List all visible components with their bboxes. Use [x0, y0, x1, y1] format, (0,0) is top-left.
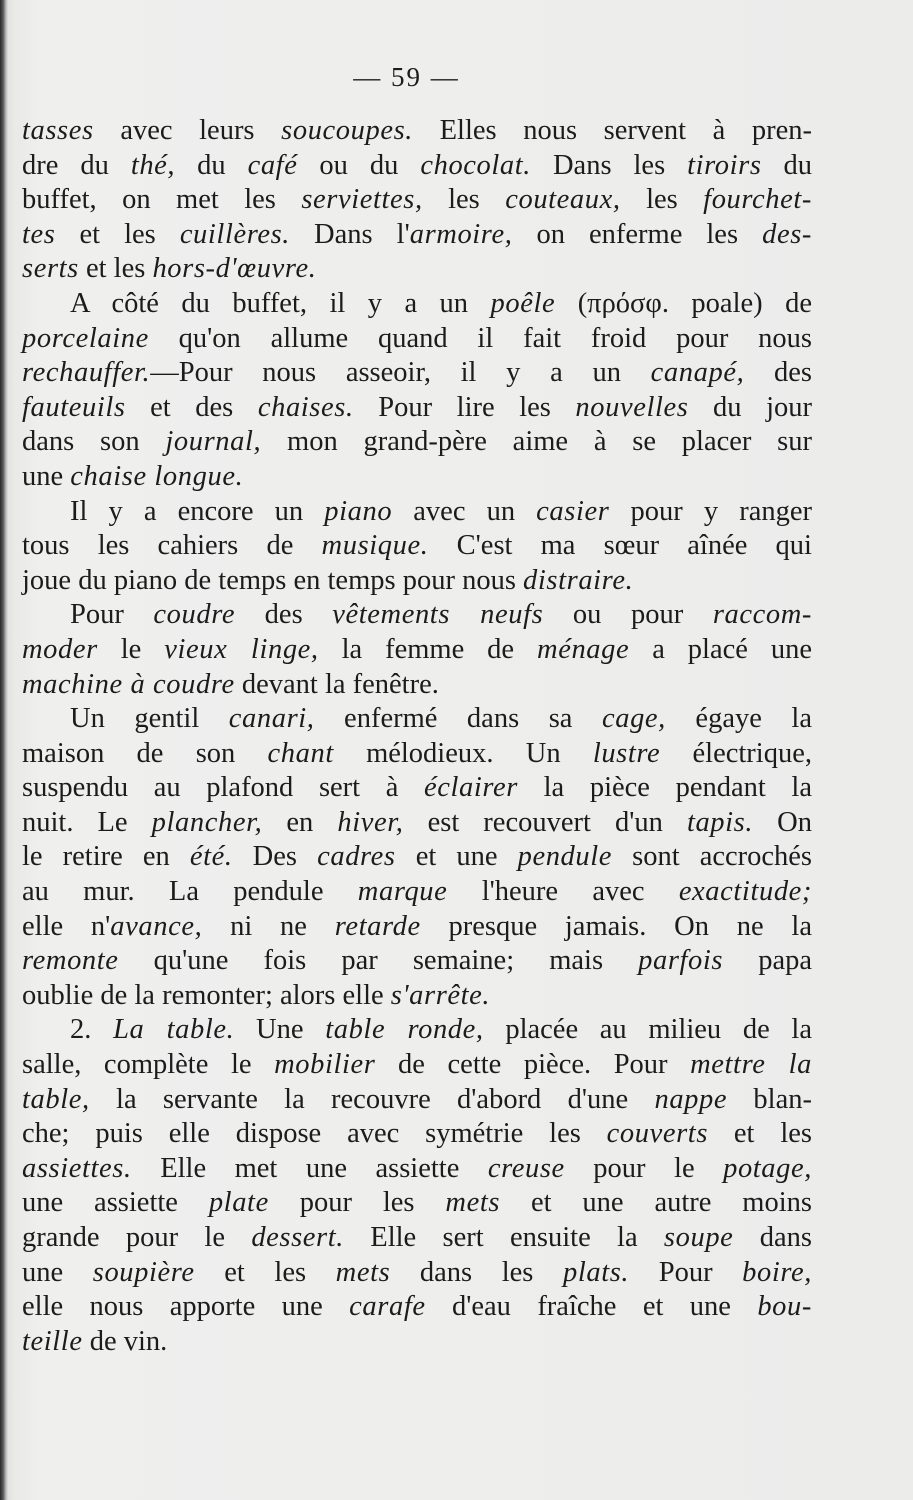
text-line: Un gentil canari, enfermé dans sa cage, égaye la	[70, 703, 812, 735]
text-line: une assiette plate pour les mets et une autre moins	[22, 1187, 812, 1219]
text-line: machine à coudre devant la fenêtre.	[22, 668, 439, 700]
text-line: grande pour le dessert. Elle sert ensuite la soupe dans	[22, 1222, 812, 1253]
text-line: buffet, on met les serviettes, les couteaux, les fourchet-	[22, 184, 812, 216]
text-line: dre du thé, du café ou du chocolat. Dans les tiroirs du	[22, 149, 813, 181]
text-line: elle nous apporte une carafe d'eau fraîche et une bou-	[22, 1291, 812, 1323]
text-line: une soupière et les mets dans les plats. Pour boire,	[22, 1256, 812, 1288]
text-line: une chaise longue.	[22, 460, 244, 492]
text-line: porcelaine qu'on allume quand il fait froid pour nous	[22, 322, 812, 354]
text-line: tous les cahiers de musique. C'est ma sœur aînée qui	[22, 530, 812, 562]
text-line: Pour coudre des vêtements neufs ou pour raccom-	[70, 599, 812, 631]
text-line: maison de son chant mélodieux. Un lustre électrique,	[22, 737, 812, 769]
text-line: rechauffer.—Pour nous asseoir, il y a un canapé, des	[22, 357, 812, 389]
text-line: le retire en été. Des cadres et une pendule sont accrochés	[22, 841, 813, 873]
body-text	[22, 114, 812, 1359]
text-line: moder le vieux linge, la femme de ménage a placé une	[22, 633, 812, 665]
text-line: assiettes. Elle met une assiette creuse pour le potage,	[22, 1152, 812, 1184]
text-line: salle, complète le mobilier de cette pièce. Pour mettre la	[22, 1049, 812, 1081]
text-line: table, la servante la recouvre d'abord d'une nappe blan-	[22, 1083, 812, 1115]
text-line: oublie de la remonter; alors elle s'arrête.	[22, 979, 491, 1011]
text-line: tasses avec leurs soucoupes. Elles nous servent à pren-	[22, 115, 812, 146]
text-line: elle n'avance, ni ne retarde presque jamais. On ne la	[22, 910, 812, 942]
text-line: teille de vin.	[22, 1325, 168, 1357]
text-line: serts et les hors-d'œuvre.	[22, 253, 317, 285]
text-line: che; puis elle dispose avec symétrie les couverts et les	[22, 1118, 812, 1150]
page-binding-edge	[0, 0, 8, 1500]
text-line: tes et les cuillères. Dans l'armoire, on enferme les des-	[22, 218, 812, 250]
text-line: suspendu au plafond sert à éclairer la pièce pendant la	[22, 772, 812, 804]
text-line: A côté du buffet, il y a un poêle (πρόσφ. poale) de	[70, 287, 812, 319]
text-line: remonte qu'une fois par semaine; mais parfois papa	[22, 945, 812, 977]
text-line: fauteuils et des chaises. Pour lire les nouvelles du jour	[22, 391, 812, 423]
text-line: nuit. Le plancher, en hiver, est recouvert d'un tapis. On	[22, 806, 812, 838]
text-line: dans son journal, mon grand-père aime à se placer sur	[22, 426, 812, 458]
text-line: Il y a encore un piano avec un casier pour y ranger	[70, 495, 812, 527]
text-line: joue du piano de temps en temps pour nous distraire.	[22, 564, 634, 596]
text-line: au mur. La pendule marque l'heure avec exactitude;	[22, 876, 813, 908]
page-number: — 59 —	[353, 62, 460, 92]
text-line: 2. La table. Une table ronde, placée au milieu de la	[70, 1014, 812, 1046]
